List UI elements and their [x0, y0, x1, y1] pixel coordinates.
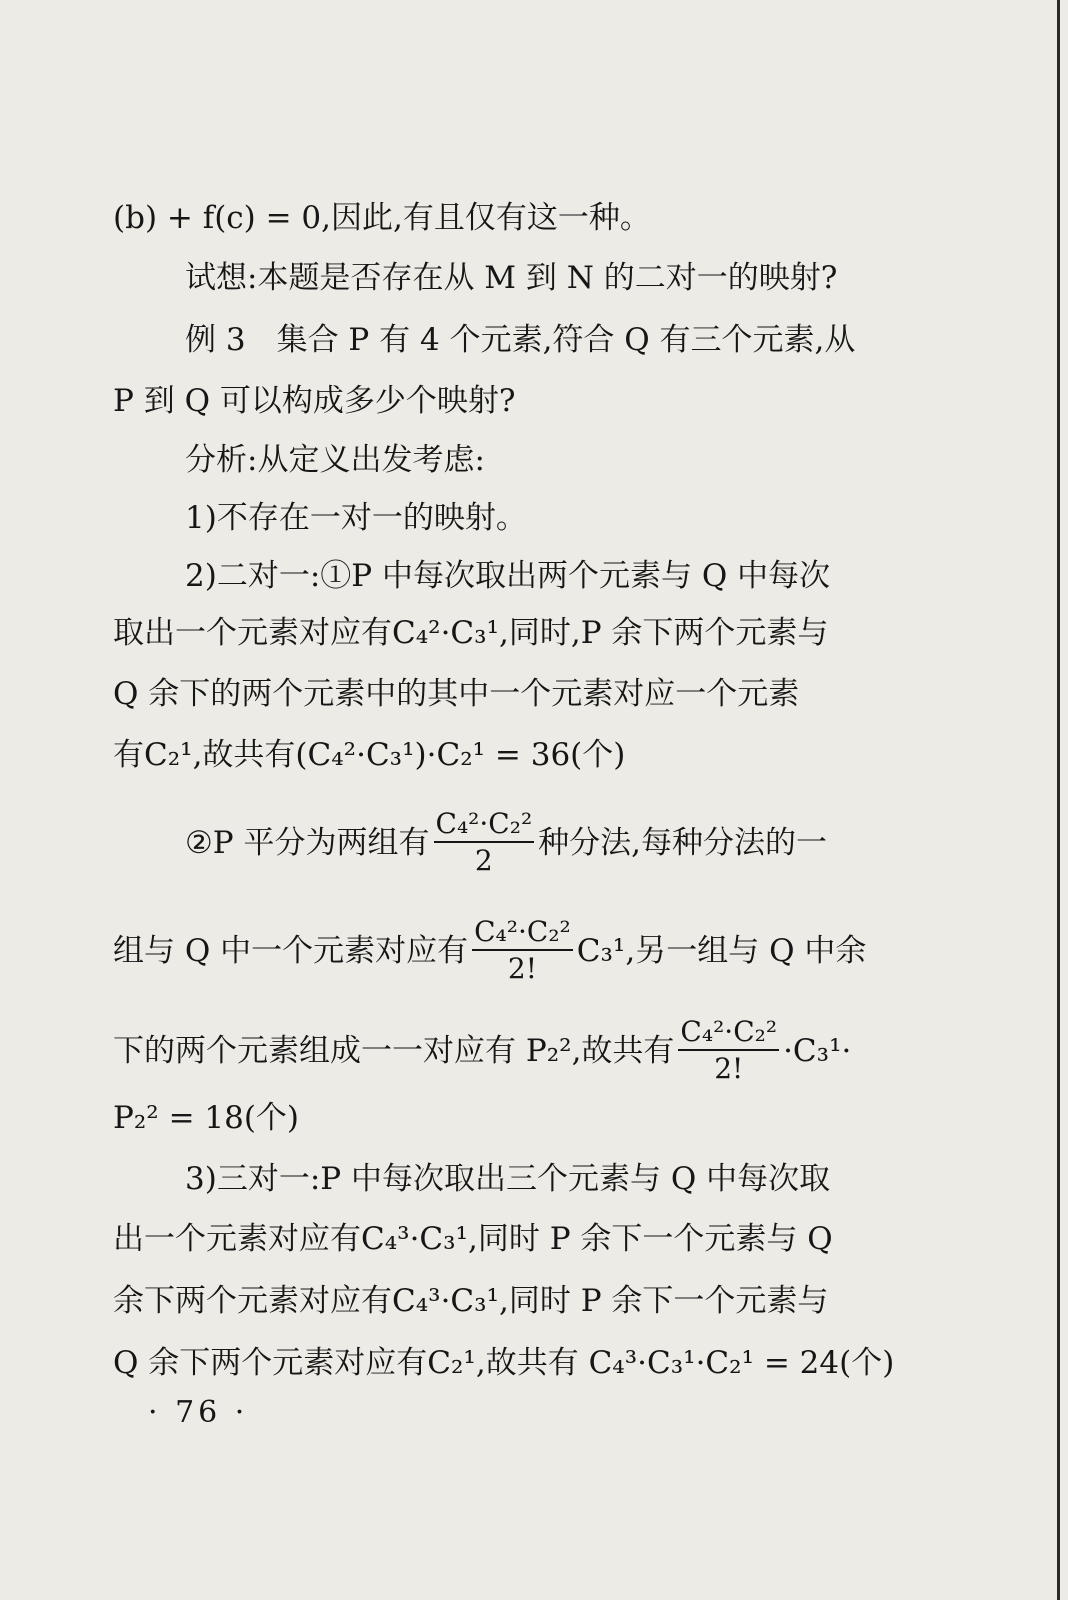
formula-segment: C₂¹	[144, 737, 193, 773]
text-line: (b) + f(c) = 0,因此,有且仅有这一种。	[113, 200, 651, 236]
text-segment: 出一个元素对应有	[113, 1221, 361, 1257]
fraction	[678, 1015, 779, 1085]
example-heading: 例 3 集合 P 有 4 个元素,符合 Q 有三个元素,从	[185, 322, 856, 358]
text-line: 分析:从定义出发考虑:	[185, 442, 485, 478]
text-segment: ·C₃¹·	[783, 1032, 852, 1069]
fraction-numerator: C₄²·C₂²	[434, 810, 535, 843]
fraction-denominator: 2!	[714, 1052, 744, 1085]
text-segment: 取出一个元素对应有	[113, 615, 392, 651]
fraction	[434, 807, 535, 877]
text-segment: ,故共有 C₄³·C₃¹·C₂¹ = 24(个)	[475, 1345, 895, 1381]
text-line: 2)二对一:①P 中每次取出两个元素与 Q 中每次	[185, 558, 831, 594]
text-line: 1)不存在一对一的映射。	[185, 500, 527, 536]
text-line: P₂² = 18(个)	[113, 1100, 300, 1136]
text-segment: C₃¹,另一组与 Q 中余	[576, 932, 867, 969]
text-line	[113, 733, 925, 777]
page-number: · 76 ·	[148, 1395, 249, 1430]
fraction-denominator: 2	[474, 844, 493, 877]
text-segment: Q 余下两个元素对应有	[113, 1345, 428, 1381]
fraction-numerator: C₄²·C₂²	[472, 918, 573, 951]
formula-segment: C₄³·C₃¹	[392, 1283, 500, 1319]
text-line	[185, 807, 925, 877]
text-segment: 余下两个元素对应有	[113, 1283, 392, 1319]
text-segment: ,同时 P 余下一个元素与 Q	[468, 1221, 833, 1257]
fraction-denominator: 2!	[507, 952, 537, 985]
text-line	[113, 1015, 925, 1085]
text-segment: 种分法,每种分法的一	[538, 824, 828, 861]
text-segment: ,同时 P 余下一个元素与	[499, 1283, 829, 1319]
text-line	[113, 1341, 925, 1385]
text-line	[113, 1217, 925, 1261]
binding-edge	[1057, 0, 1060, 1600]
text-line	[113, 915, 925, 985]
fraction-numerator: C₄²·C₂²	[678, 1018, 779, 1051]
text-segment: 下的两个元素组成一一对应有 P₂²,故共有	[113, 1032, 675, 1069]
fraction	[472, 915, 573, 985]
text-line: 试想:本题是否存在从 M 到 N 的二对一的映射?	[185, 260, 838, 296]
text-segment: ,故共有(C₄²·C₃¹)·C₂¹ = 36(个)	[192, 737, 626, 773]
text-segment: ,同时,P 余下两个元素与	[499, 615, 829, 651]
text-line: P 到 Q 可以构成多少个映射?	[113, 383, 516, 419]
text-line: 3)三对一:P 中每次取出三个元素与 Q 中每次取	[185, 1161, 831, 1197]
text-segment: 组与 Q 中一个元素对应有	[113, 932, 469, 969]
text-line	[113, 611, 925, 655]
formula-segment: C₄²·C₃¹	[392, 615, 500, 651]
text-line	[113, 1279, 925, 1323]
text-line: Q 余下的两个元素中的其中一个元素对应一个元素	[113, 676, 800, 712]
formula-segment: C₄³·C₃¹	[361, 1221, 469, 1257]
formula-segment: C₂¹	[427, 1345, 476, 1381]
text-segment: ②P 平分为两组有	[185, 824, 430, 861]
text-segment: 有	[113, 737, 144, 773]
